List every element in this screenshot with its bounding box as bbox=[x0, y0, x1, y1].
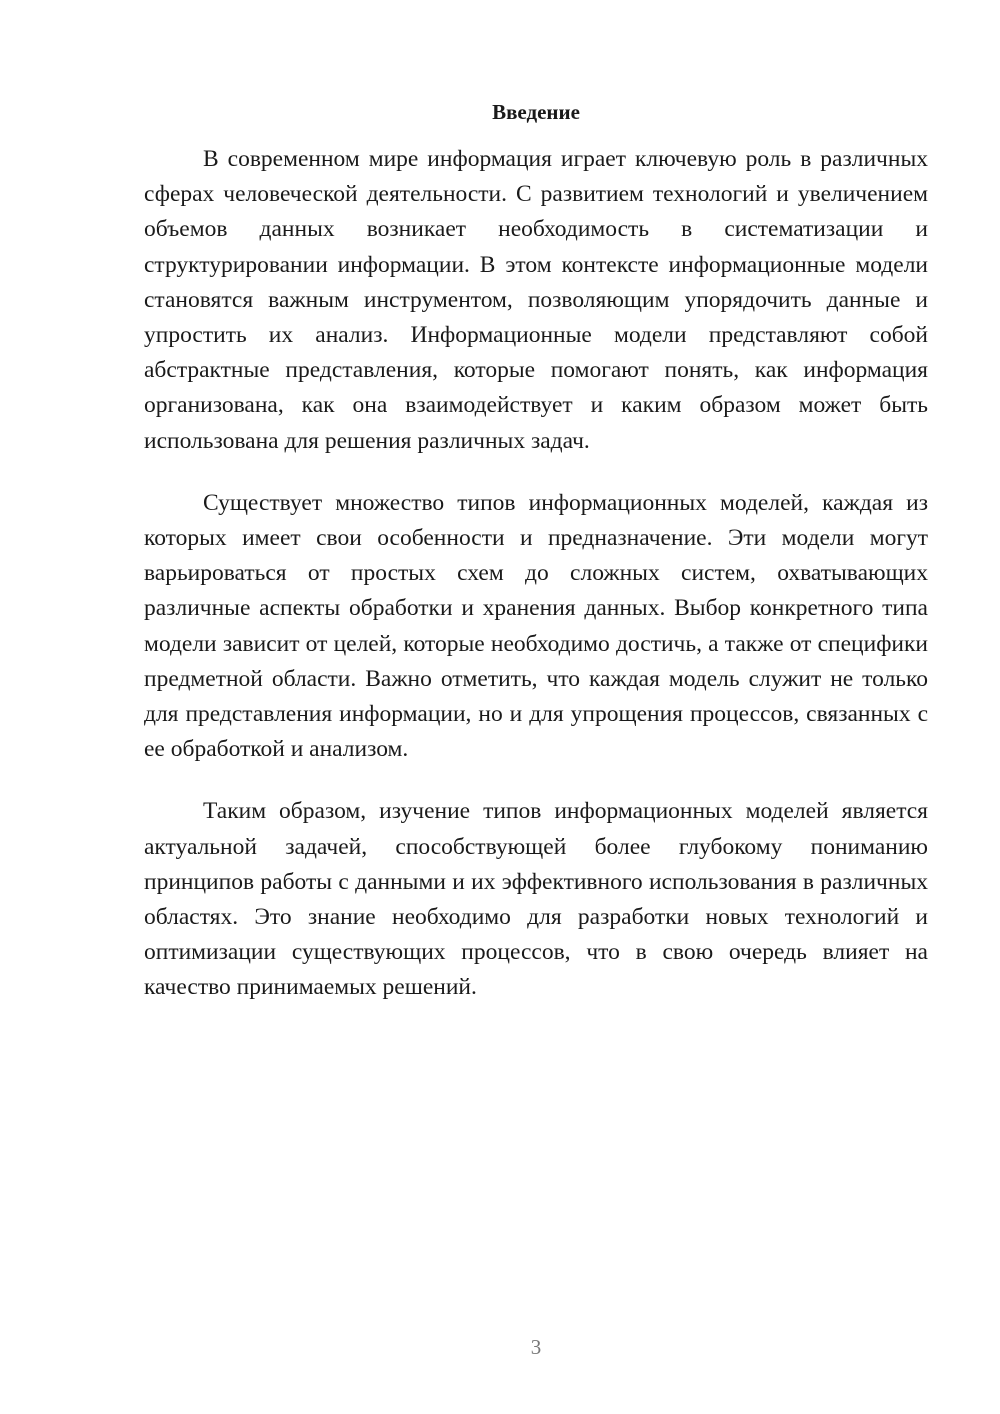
paragraph-1: В современном мире информация играет ключевую роль в различных сферах человеческой деятельности. С развитием технологий и увеличением объемов данных возникает необходимость в систематизации и структурировании информации. В этом контексте информационные модели становятся важным инструментом, позволяющим упорядочить данные и упростить их анализ. Информационные модели представляют собой абстрактные представления, которые помогают понять, как информация организована, как она взаимодействует и каким образом может быть использована для решения различных задач. bbox=[144, 146, 928, 454]
paragraph-2: Существует множество типов информационных моделей, каждая из которых имеет свои особенности и предназначение. Эти модели могут варьироваться от простых схем до сложных систем, охватывающих различные аспекты обработки и хранения данных. Выбор конкретного типа модели зависит от целей, которые необходимо достичь, а также от специфики предметной области. Важно отметить, что каждая модель служит не только для представления информации, но и для упрощения процессов, связанных с ее обработкой и анализом. bbox=[144, 489, 928, 763]
document-body bbox=[144, 142, 928, 1033]
page-number: 3 bbox=[530, 1335, 542, 1359]
paragraph-3: Таким образом, изучение типов информационных моделей является актуальной задачей, способствующей более глубокому пониманию принципов работы с данными и их эффективного использования в различных областях. Это знание необходимо для разработки новых технологий и оптимизации существующих процессов, что в свою очередь влияет на качество принимаемых решений. bbox=[144, 798, 928, 1001]
section-heading: Введение bbox=[492, 100, 580, 124]
